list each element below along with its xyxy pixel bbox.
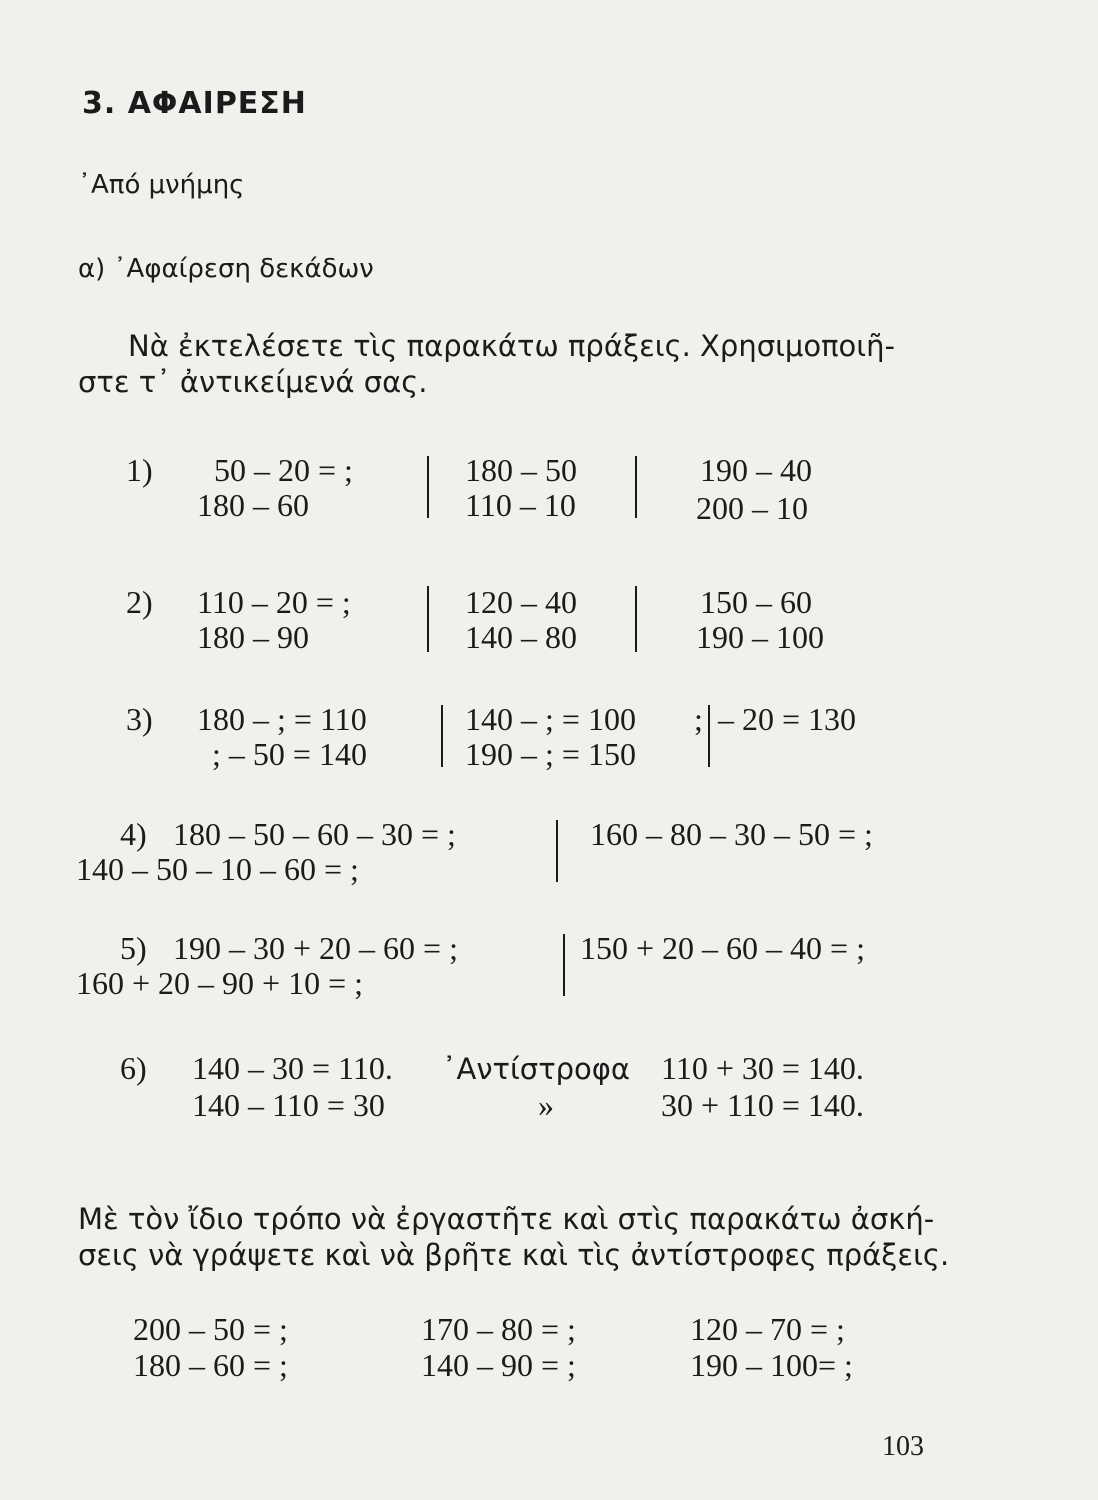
page-number: 103 [882, 1431, 924, 1462]
expression: 140 – 50 – 10 – 60 = ; [76, 851, 359, 887]
exercise-number: 2) [126, 584, 153, 620]
expression: 140 – 80 [465, 619, 577, 655]
expression: 50 – 20 = ; [214, 452, 353, 488]
exercise-number: 4) [120, 816, 147, 852]
expression: 190 – 40 [700, 452, 812, 488]
expression: 110 – 10 [465, 487, 576, 523]
expression: 140 – 90 = ; [421, 1347, 576, 1383]
placeholder-mark: ; [694, 701, 703, 737]
expression: 140 – ; = 100 [465, 701, 636, 737]
expression: 120 – 40 [465, 584, 577, 620]
expression: 160 – 80 – 30 – 50 = ; [590, 816, 873, 852]
expression: 140 – 110 = 30 [192, 1087, 385, 1123]
exercise-number: 1) [126, 452, 153, 488]
expression: 180 – 90 [197, 619, 309, 655]
expression: 180 – ; = 110 [197, 701, 367, 737]
exercise-number: 6) [120, 1050, 147, 1086]
expression: 190 – 100= ; [690, 1347, 853, 1383]
expression: 190 – 100 [696, 619, 824, 655]
expression: 110 – 20 = ; [197, 584, 351, 620]
column-divider [635, 586, 637, 652]
expression: 150 + 20 – 60 – 40 = ; [580, 930, 865, 966]
instruction-line-2: σεις νὰ γράψετε καὶ νὰ βρῆτε καὶ τὶς ἀντίστροφες πράξεις. [78, 1238, 950, 1272]
exercise-number: 3) [126, 701, 153, 737]
expression: 180 – 50 – 60 – 30 = ; [173, 816, 456, 852]
expression: 150 – 60 [700, 584, 812, 620]
column-divider [708, 705, 710, 767]
intro-line-1: Νὰ ἐκτελέσετε τὶς παρακάτω πράξεις. Χρησιμοποιῆ- [128, 329, 895, 363]
column-divider [635, 456, 637, 518]
column-divider [427, 586, 429, 652]
column-divider [441, 705, 443, 767]
expression: 110 + 30 = 140. [661, 1050, 864, 1086]
column-divider [556, 820, 558, 882]
intro-line-2: στε τ᾿ ἀντικείμενά σας. [78, 365, 428, 399]
ditto-mark: » [538, 1087, 554, 1123]
expression: 200 – 50 = ; [133, 1311, 288, 1347]
subtitle: ᾿Από μνήμης [78, 170, 245, 200]
expression: 190 – ; = 150 [465, 736, 636, 772]
section-title: 3. ΑΦΑΙΡΕΣΗ [82, 86, 307, 121]
expression: 140 – 30 = 110. [192, 1050, 393, 1086]
expression: 180 – 60 = ; [133, 1347, 288, 1383]
inverse-label: ᾿Αντίστροφα [442, 1052, 631, 1086]
instruction-line-1: Μὲ τὸν ἴδιο τρόπο νὰ ἐργαστῆτε καὶ στὶς παρακάτω ἀσκή- [78, 1202, 935, 1236]
expression: ; – 50 = 140 [212, 736, 367, 772]
exercise-number: 5) [120, 930, 147, 966]
expression: 170 – 80 = ; [421, 1311, 576, 1347]
expression: 180 – 50 [465, 452, 577, 488]
expression: 30 + 110 = 140. [661, 1087, 864, 1123]
expression: 120 – 70 = ; [690, 1311, 845, 1347]
subsection-title: α) ᾿Αφαίρεση δεκάδων [78, 254, 374, 284]
expression: 200 – 10 [696, 490, 808, 526]
expression: 180 – 60 [197, 487, 309, 523]
expression: – 20 = 130 [718, 701, 857, 737]
expression: 190 – 30 + 20 – 60 = ; [173, 930, 458, 966]
column-divider [563, 934, 565, 996]
expression: 160 + 20 – 90 + 10 = ; [76, 965, 364, 1001]
column-divider [427, 456, 429, 518]
